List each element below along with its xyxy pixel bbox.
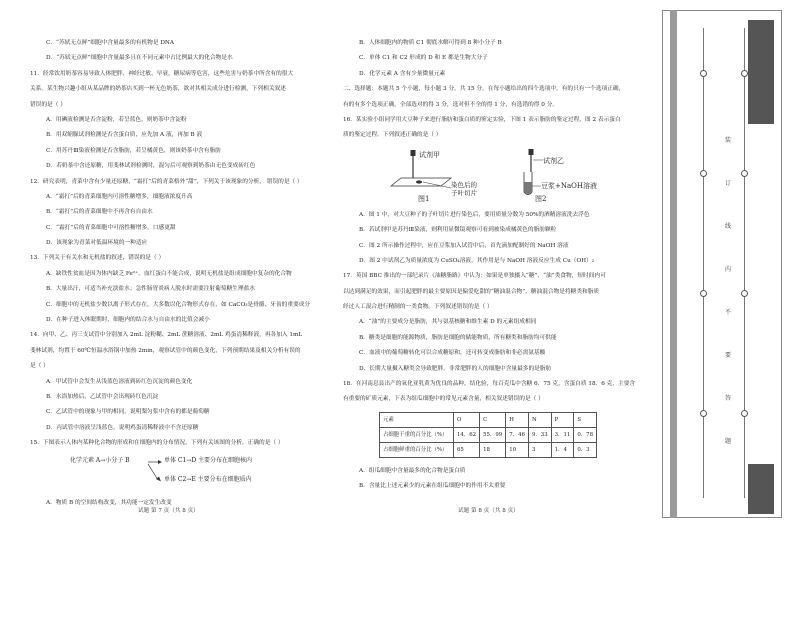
sidebar-dark-bar-bottom [748,464,774,514]
table-cell: P [551,412,574,427]
diagram-branch-1: 单体 C1→D 主要分布在细胞核内 [164,456,253,464]
table-cell: 10 [506,442,529,457]
question-text: 18．在河南息县出产的氧化亚乳黄为优良的品种，结化验，每百克瓜中含糖 6．75 克，含蛋白质 18．6 克，主要含 [343,381,636,388]
right-column [343,36,645,495]
question-text: 是（ ） [30,363,49,370]
table-header-row [380,412,597,427]
answer-option: C．图 2 所示操作过程中，应在豆浆加入试管中后，首先滴加配制好的 NaOH 溶液 [359,242,569,249]
page-footer-8: 试题 第 8 页（共 8 页） [458,508,519,514]
sidebar-char: 不 [725,309,732,316]
sidebar-char: 订 [725,180,732,187]
question-text: 二、选择题：本题共 5 个小题，每小题 3 分，共 15 分。在每小题给出的四个选项中，有的只有一个选项正确， [343,86,625,93]
answer-option: B．含量比上述元素少的元素在组瓜细胞中的作用不太重要 [359,483,506,490]
answer-option: C．乙试管中的现象与甲的相同，说明梨匀浆中含有的都是葡萄糖 [46,409,210,416]
question-text: 11．经常饮用奶茶容易导致人体肥胖、神经过敏、早衰，糖尿病等危害，这些危害与奶茶中所含有的很大 [30,70,294,77]
sidebar-char: 线 [725,223,732,230]
question-text: 15．下图表示人体内某种化合物的形成和在细胞内的分布情况，下列有关该图的分析，正确的是（ ） [30,440,284,447]
answer-option: A．“霜打”后的青菜细胞内可溶性糖增多，细胞液浓度升高 [46,193,193,200]
question-text: 16．某实验小组同学用大豆种子来进行脂肪和蛋白质的鉴定实验，下图 1 表示脂肪的鉴定过程，图 2 表示蛋白 [343,116,621,123]
answer-option: C．细胞中的无机盐少数以离子形式存在，大多数以化合物形式存在，如 CaCO₃是骨骼、牙齿的重要成分 [46,301,311,308]
question-text: 以达到满足的效果，而引起肥胖的最主要原因是偏爱吃甜的“糖油混合物”，糖油混合物是将糖类和脂质 [343,288,600,295]
sidebar-char: 题 [725,438,732,445]
diagram-branch-2: 单体 C2→E 主要分布在细胞质内 [164,475,252,483]
experiment-figures [343,148,645,206]
answer-option: A．甲试管中会发生从浅蓝色溶液到砖红色沉淀的颜色变化 [46,378,193,385]
table-cell: O [454,412,480,427]
figure-1-label: 图1 [418,194,430,203]
question-text: 有的有多个选项正确，全部选对的得 3 分，选对但不全的得 1 分，有选错的得 0 分。 [343,101,559,108]
question-text: 17．英国 BBC 推出的一部纪录片《油糖脂路》中认为：如果是单独摄入“糖”、“油”类食物，短时间内可 [343,273,606,280]
answer-option: D．化学元素 A 含有少量微量元素 [359,70,446,77]
sidebar-binding-line [703,28,704,498]
question-text: 12．研究表明，青菜中含有少量还原糖，“霜打”后的青菜格外“甜”，下列关于该现象的分析， 错误的是（ ） [30,178,303,185]
question-text: 错误的是（ ） [30,101,66,108]
binding-hole [741,290,748,297]
table-cell: N [528,412,551,427]
right-mid-lines [343,208,645,408]
answer-option: D．“苏轼无点鲜”细胞中含量最多且在不同元素中占比例最大的化合物是水 [46,55,233,62]
mixture-label: 豆浆+NaOH溶液 [541,181,598,190]
table-cell: 0．78 [574,427,597,442]
table-row [380,442,597,457]
answer-option: B．大量出汗，可适当补充淡盐水；急性肠胃炎病人脱水时需要注射葡萄糖生理盐水 [46,286,255,293]
answer-option: C．“霜打”后的青菜细胞中可溶性糖增多，口感更甜 [46,224,176,231]
binding-hole [700,290,707,297]
question-text: 14．向甲、乙、丙三支试管中分别加入 2mL 淀粉糊、2mL 蔗糖溶液、2mL 鸡蛋清稀释液，再各加入 1mL [30,332,303,339]
binding-hole [700,410,707,417]
sidebar-char: 内 [725,266,732,273]
binding-hole [700,170,707,177]
answer-option: D．在种子进入休眠期时，细胞内的结合水与自由水的比值会减小 [46,317,210,324]
diagram-source: 化学元素 A→小分子 B [70,456,130,464]
answer-option: A．缺铁性贫血是因为体内缺乏 Fe²⁺，血红蛋白不能合成，说明无机盐是组成细胞中复杂的化合物 [46,270,292,277]
sidebar-char: 答 [725,395,732,402]
table-cell: 3 [528,442,551,457]
table-cell: 元素 [380,412,454,427]
binding-sidebar [662,10,782,518]
binding-hole [700,70,707,77]
page-footer-7: 试题 第 7 页（共 8 页） [138,508,199,514]
table-cell: 占细胞鲜重的百分比（%） [380,442,454,457]
question-text: 关系。某生物兴趣小组从某品牌的奶茶店买到一杯无色奶茶，欲对其相关成分进行检测，下列相关叙述 [30,86,286,93]
table-cell: 7．46 [506,427,529,442]
answer-option: B．用双缩脲试剂检测是否含蛋白质，应先加 A 液，再加 B 液 [46,132,203,139]
answer-option: A．物质 B 的空间结构改变，其功能一定发生改变 [46,499,172,506]
sidebar-char: 装 [725,137,732,144]
table-cell: 占细胞干重的百分比（%） [380,427,454,442]
binding-hole [741,70,748,77]
table-cell: 0．3 [574,442,597,457]
table-row [380,427,597,442]
right-top-lines [343,36,645,144]
binding-hole [741,170,748,177]
stained-slice-label: 染色后的 子叶切片 [451,180,477,197]
question-text: 质的鉴定过程。下列叙述正确的是（ ） [343,132,442,139]
table-cell: C [480,412,506,427]
answer-option: B．人体细胞内的物质 C1 彻底水解可得到 8 种小分子 B [359,40,502,46]
answer-option: A．“油”的主要成分是脂肪，其与氨基核糖和维生素 D 的元素组成相同 [359,319,537,326]
compound-diagram [30,454,330,492]
answer-option: C．用苏丹Ⅲ染液检测是否含脂肪，若呈橘黄色，则该奶茶中含有脂肪 [46,147,221,154]
answer-option: C．“苏轼无点鲜”细胞中含量最多的有机物是 DNA [46,40,174,46]
reagent-a-label: 试剂甲 [419,150,440,159]
answer-option: D．图 2 中试剂乙为质量浓度为 CuSO₄溶液，其作用是与 NaOH 溶液反应生成 Cu（OH）₂ [359,257,595,264]
answer-option: D．该现象为青菜对低温环境的一种适应 [46,240,148,247]
answer-option: D．若奶茶中含还原糖，用斐林试剂检测时，混匀后可观察到奶茶由无色变成砖红色 [46,163,256,170]
element-table [379,412,597,458]
left-question-lines [30,36,330,452]
sidebar-char: 要 [725,352,732,359]
answer-option: D．丙试管中溶液呈浅蓝色，说明鸡蛋清稀释液中不含还原糖 [46,424,199,431]
question-text: 斐林试剂，均置于 60℃恒温水浴锅中加热 2min，观察试管中的颜色变化，下列预期结果及相关分析有误的 [30,347,301,354]
answer-option: B．“霜打”后的青菜细胞中不再含有自由水 [46,209,153,216]
binding-hole [741,410,748,417]
table-cell: 14．62 [454,427,480,442]
answer-option: A．组瓜细胞中含量最多的化合物是蛋白质 [359,467,466,474]
figure-2-label: 图2 [535,194,547,203]
answer-option: B．糖类是细胞的能源物质，脂肪是细胞的储能物质，所有糖类和脂肪均可供能 [359,334,557,341]
answer-option: C．单体 C1 和 C2 形成的 D 和 E 都是生物大分子 [359,55,488,62]
figure-drawings [343,148,645,206]
reagent-b-label: 试剂乙 [543,156,564,165]
left-column [30,36,330,511]
question-text: 有重要的矿质元素，下表为组瓜细胞中的常见元素含量，相关叙述错误的是（ ） [343,396,544,403]
table-cell: 3．11 [551,427,574,442]
right-after-table [343,464,645,495]
table-cell: 65 [454,442,480,457]
answer-option: A．用碘液检测是否含淀粉，若呈蓝色，则奶茶中含淀粉 [46,116,187,123]
question-text: 13．下列关于有关水和无机盐的叙述，错误的是（ ） [30,255,165,262]
question-text: 经过人工混合进行精制的一类食物。下列叙述错误的是（ ） [343,304,493,311]
sidebar-binding-line-2 [744,28,745,498]
answer-option: D．长期大量摄入糖类会导致肥胖，非常肥胖的人的细胞中含量最多的是脂肪 [359,365,552,372]
answer-option: A．图 1 中，对大豆种子的子叶切片进行染色后，要用质量分数为 50%的酒精溶液洗去浮色 [359,211,590,218]
sidebar-dark-bar-top [748,20,774,124]
answer-option: C．血液中的葡萄糖转化可以合成糖原和，还可转变成脂肪和非必需氨基酸 [359,350,546,357]
table-cell: H [506,412,529,427]
table-cell: S [574,412,597,427]
answer-option: B．水浴加热后，乙试管中会出现砖红色沉淀 [46,393,159,400]
answer-option: B．若试剂甲是苏丹Ⅲ染液，则利用显微镜观察可看到被染成橘黄色的脂肪颗粒 [359,227,557,234]
table-cell: 9．33 [528,427,551,442]
table-cell: 18 [480,442,506,457]
sidebar-grey-strip [670,10,677,518]
table-cell: 55．99 [480,427,506,442]
table-cell: 1．4 [551,442,574,457]
